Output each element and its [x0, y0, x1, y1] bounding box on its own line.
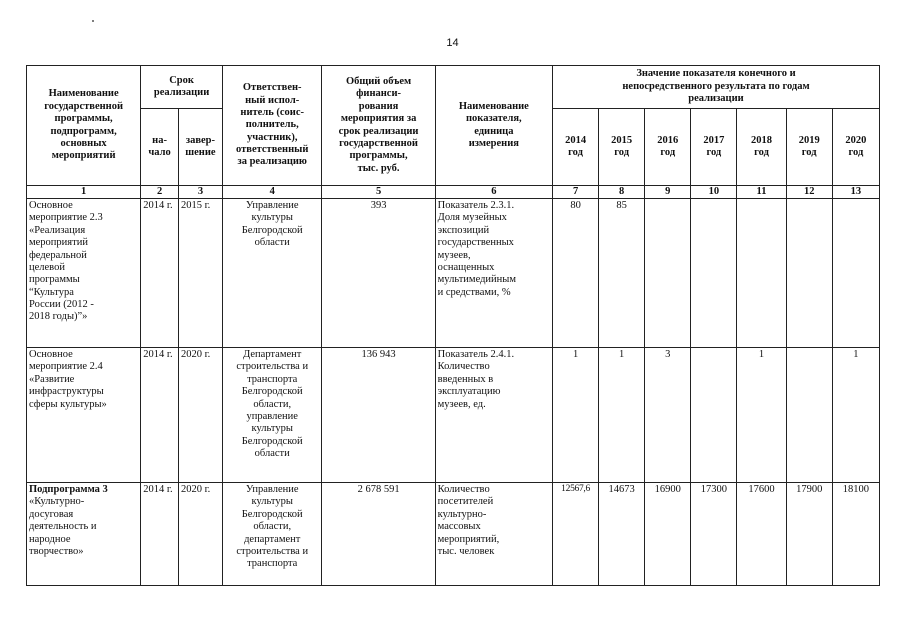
row-end: 2020 г.	[178, 483, 222, 586]
col-number: 7	[553, 186, 599, 199]
row-funding: 2 678 591	[322, 483, 435, 586]
row-funding: 393	[322, 199, 435, 348]
col-number: 13	[832, 186, 879, 199]
row-value-2016	[645, 199, 691, 348]
program-table	[26, 65, 880, 586]
header-year-2016: 2016 год	[645, 109, 691, 186]
row-value-2014: 12567,6	[553, 483, 599, 586]
col-number: 1	[27, 186, 141, 199]
row-indicator: Показатель 2.4.1. Количество введенных в эксплуатацию музеев, ед.	[435, 348, 552, 483]
header-term: Срок реализации	[141, 66, 223, 109]
header-term-start: на- чало	[141, 109, 179, 186]
row-executor: Управление культуры Белгородской области	[222, 199, 322, 348]
row-value-2017	[691, 199, 737, 348]
row-value-2014: 1	[553, 348, 599, 483]
table-row	[27, 348, 880, 483]
row-value-2017	[691, 348, 737, 483]
row-start: 2014 г.	[141, 348, 179, 483]
col-number: 11	[737, 186, 786, 199]
row-value-2016: 3	[645, 348, 691, 483]
row-value-2018: 17600	[737, 483, 786, 586]
header-year-2020: 2020 год	[832, 109, 879, 186]
row-value-2020: 18100	[832, 483, 879, 586]
row-indicator: Показатель 2.3.1. Доля музейных экспозиций государственных музеев, оснащенных мультимедийным и средствами, %	[435, 199, 552, 348]
row-value-2018	[737, 199, 786, 348]
row-value-2014: 80	[553, 199, 599, 348]
header-program-name: Наименование государственной программы, подпрограмм, основных мероприятий	[27, 66, 141, 186]
col-number: 8	[599, 186, 645, 199]
header-values-group: Значение показателя конечного и непосредственного результата по годам реализации	[553, 66, 880, 109]
header-year-2017: 2017 год	[691, 109, 737, 186]
header-year-2015: 2015 год	[599, 109, 645, 186]
row-end: 2020 г.	[178, 348, 222, 483]
col-number: 2	[141, 186, 179, 199]
row-value-2019	[786, 199, 832, 348]
col-number: 5	[322, 186, 435, 199]
table-row	[27, 483, 880, 586]
row-value-2015: 85	[599, 199, 645, 348]
row-indicator: Количество посетителей культурно- массовых мероприятий, тыс. человек	[435, 483, 552, 586]
row-start: 2014 г.	[141, 483, 179, 586]
header-indicator-name: Наименование показателя, единица измерения	[435, 66, 552, 186]
row-value-2017: 17300	[691, 483, 737, 586]
row-value-2018: 1	[737, 348, 786, 483]
page-number: 14	[446, 37, 459, 49]
row-value-2019	[786, 348, 832, 483]
col-number: 6	[435, 186, 552, 199]
col-number: 12	[786, 186, 832, 199]
row-program-name: Основное мероприятие 2.3 «Реализация мероприятий федеральной целевой программы “Культура России (2012 - 2018 годы)”»	[27, 199, 141, 348]
row-program-name	[27, 483, 141, 586]
row-value-2016: 16900	[645, 483, 691, 586]
header-executor: Ответствен- ный испол- нитель (соис- полнитель, участник), ответственный за реализацию	[222, 66, 322, 186]
header-year-2018: 2018 год	[737, 109, 786, 186]
row-value-2015: 1	[599, 348, 645, 483]
row-end: 2015 г.	[178, 199, 222, 348]
row-executor: Управление культуры Белгородской области, департамент строительства и транспорта	[222, 483, 322, 586]
row-value-2015: 14673	[599, 483, 645, 586]
row-value-2019: 17900	[786, 483, 832, 586]
col-number: 9	[645, 186, 691, 199]
col-number: 10	[691, 186, 737, 199]
col-number: 4	[222, 186, 322, 199]
row-subprogram-title: «Культурно- досуговая деятельность и народное творчество»	[29, 496, 97, 557]
scan-speck	[92, 20, 94, 22]
table-row	[27, 199, 880, 348]
row-funding: 136 943	[322, 348, 435, 483]
header-term-end: завер- шение	[178, 109, 222, 186]
col-number: 3	[178, 186, 222, 199]
header-year-2019: 2019 год	[786, 109, 832, 186]
row-value-2020	[832, 199, 879, 348]
row-start: 2014 г.	[141, 199, 179, 348]
row-executor: Департамент строительства и транспорта Белгородской области, управление культуры Белгородской области	[222, 348, 322, 483]
row-program-name: Основное мероприятие 2.4 «Развитие инфраструктуры сферы культуры»	[27, 348, 141, 483]
header-funding: Общий объем финанси- рования мероприятия за срок реализации государственной программы, тыс. руб.	[322, 66, 435, 186]
row-value-2020: 1	[832, 348, 879, 483]
header-year-2014: 2014 год	[553, 109, 599, 186]
row-subprogram-label: Подпрограмма 3	[29, 484, 108, 495]
